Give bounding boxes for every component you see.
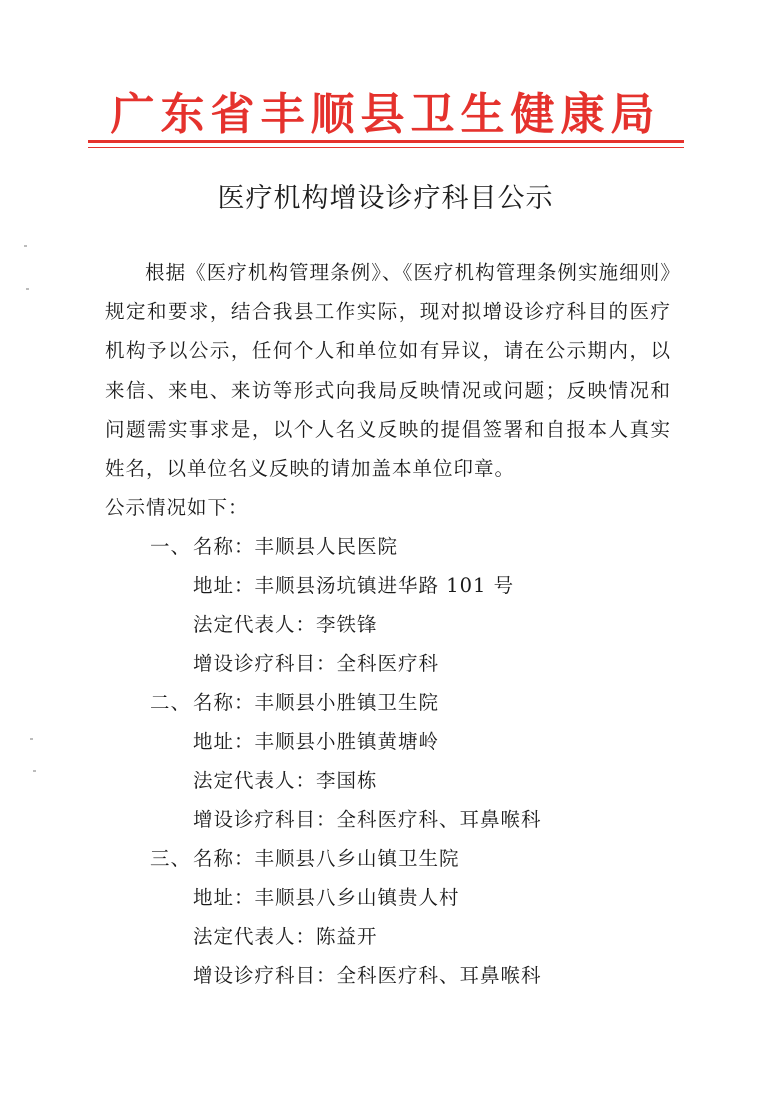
entry-address: 地址：丰顺县小胜镇黄塘岭 [193, 730, 440, 753]
entry-subjects: 增设诊疗科目：全科医疗科、耳鼻喉科 [193, 808, 542, 831]
agency-header: 广东省丰顺县卫生健康局 [110, 89, 661, 140]
entry-name: 名称：丰顺县小胜镇卫生院 [193, 691, 440, 714]
scan-speck [26, 288, 29, 290]
entry-subjects: 增设诊疗科目：全科医疗科 [193, 652, 440, 675]
entry-address: 地址：丰顺县八乡山镇贵人村 [193, 886, 460, 909]
header-rule-thin [88, 147, 684, 148]
closing-line: 公示情况如下： [105, 496, 249, 519]
entry-representative: 法定代表人：李国栋 [193, 769, 378, 792]
scan-speck [33, 770, 36, 772]
entry-name: 名称：丰顺县八乡山镇卫生院 [193, 847, 460, 870]
entry-representative: 法定代表人：陈益开 [193, 925, 378, 948]
entry-address: 地址：丰顺县汤坑镇进华路 101 号 [193, 574, 515, 597]
document-title: 医疗机构增设诊疗科目公示 [217, 183, 554, 214]
scan-speck [30, 738, 33, 740]
entry-name: 名称：丰顺县人民医院 [193, 535, 399, 558]
scan-speck [24, 245, 27, 247]
header-rule-thick [88, 140, 684, 143]
entry-subjects: 增设诊疗科目：全科医疗科、耳鼻喉科 [193, 964, 542, 987]
entry-number: 一、 [150, 535, 192, 558]
body-paragraph: 根据《医疗机构管理条例》、《医疗机构管理条例实施细则》规定和要求，结合我县工作实际，现对拟增设诊疗科目的医疗机构予以公示，任何个人和单位如有异议，请在公示期内，以来信、来电、来访等形式向我局反映情况或问题；反映情况和问题需实事求是，以个人名义反映的提倡签署和自报本人真实姓名，以单位名义反映的请加盖本单位印章。 [105, 261, 671, 481]
entry-representative: 法定代表人：李铁锋 [193, 613, 378, 636]
entry-number: 三、 [150, 847, 192, 870]
entry-number: 二、 [150, 691, 192, 714]
